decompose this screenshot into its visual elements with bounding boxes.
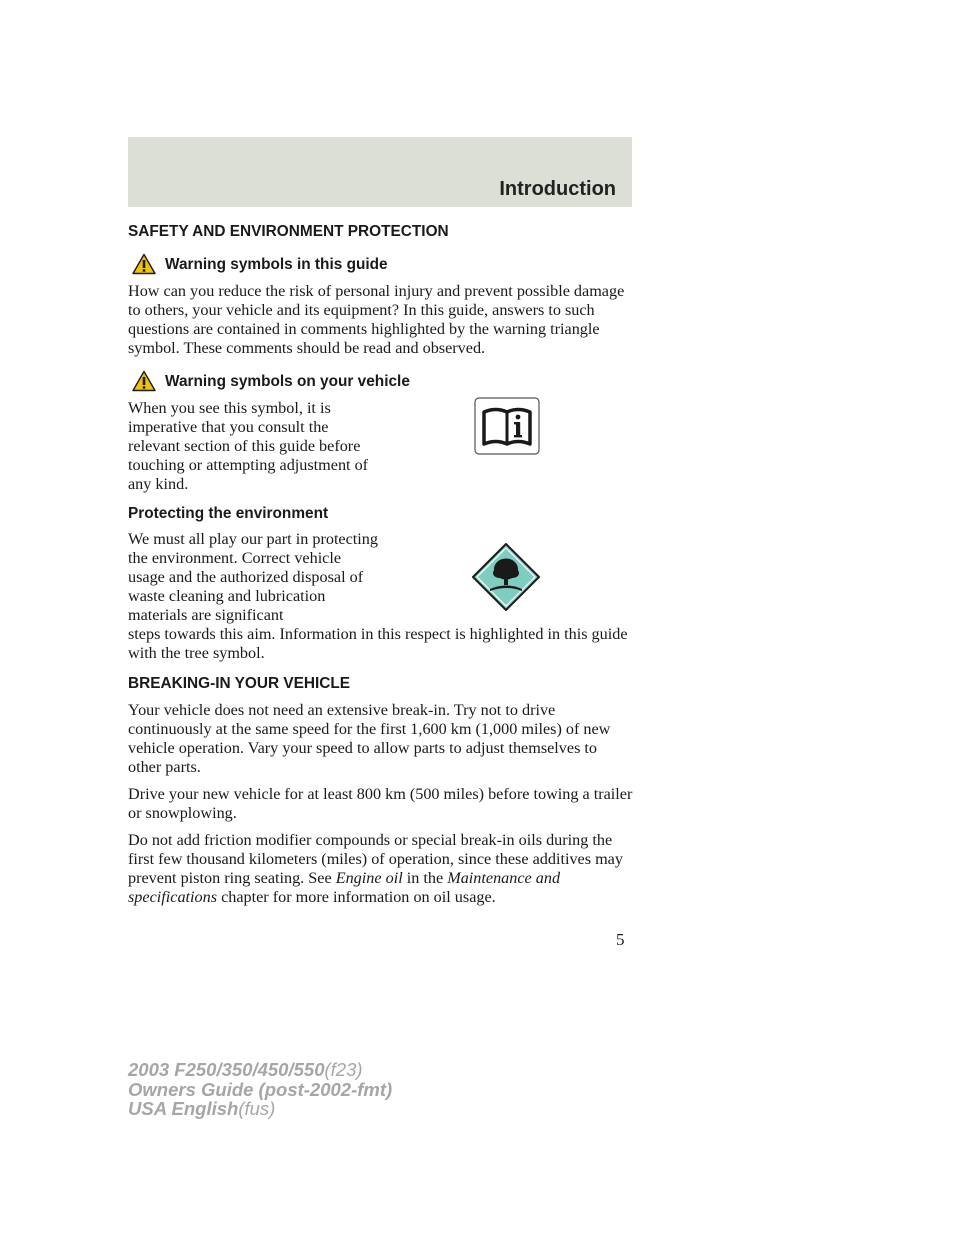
header-band <box>128 137 632 207</box>
environment-block <box>128 530 634 625</box>
footer-line-3 <box>128 1099 392 1119</box>
engine-oil-reference: Engine oil <box>335 869 403 887</box>
vehicle-symbols-block <box>128 399 634 494</box>
vehicle-symbols-paragraph: When you see this symbol, it is imperative that you consult the relevant section of this guide before touching or attempting adjustment of any kind. <box>128 399 369 493</box>
page-number: 5 <box>616 930 625 949</box>
breakin-paragraph-3-text-b: in the <box>406 869 444 887</box>
maintenance-chapter-reference: Maintenance and specifications <box>128 869 561 906</box>
vehicle-symbols-heading: Warning symbols on your vehicle <box>165 372 410 390</box>
breakin-paragraph-1: Your vehicle does not need an extensive break-in. Try not to drive continuously at the same speed for the first 1,600 km (1,000 miles) of new vehicle operation. Vary your speed to allow parts to adjust themselves to other parts. <box>128 701 611 776</box>
footer-line-2 <box>128 1080 392 1100</box>
footer-model: 2003 F250/350/450/550 <box>128 1059 325 1080</box>
safety-heading: SAFETY AND ENVIRONMENT PROTECTION <box>128 223 449 240</box>
environment-paragraph-a: We must all play our part in protecting the environment. Correct vehicle usage and the authorized disposal of waste cleaning and lubrication materials are significant <box>128 530 378 624</box>
guide-symbols-heading-row <box>128 253 634 275</box>
guide-symbols-heading: Warning symbols in this guide <box>165 255 388 273</box>
owner-manual-icon <box>474 397 540 455</box>
environment-heading: Protecting the environment <box>128 505 329 522</box>
page-content <box>128 222 634 915</box>
breakin-paragraph-3 <box>128 831 634 907</box>
guide-symbols-paragraph: How can you reduce the risk of personal injury and prevent possible damage to others, your vehicle and its equipment? In this guide, answers to such questions are contained in comments highlighted by the warning triangle symbol. These comments should be read and observed. <box>128 282 625 357</box>
footer-line-1 <box>128 1060 392 1080</box>
tree-icon <box>471 542 541 612</box>
breakin-heading: BREAKING-IN YOUR VEHICLE <box>128 675 351 692</box>
vehicle-symbols-heading-row <box>128 370 634 392</box>
breakin-paragraph-2: Drive your new vehicle for at least 800 km (500 miles) before towing a trailer or snowplowing. <box>128 785 633 822</box>
chapter-title: Introduction <box>499 178 616 200</box>
footer-model-code: (f23) <box>324 1059 363 1080</box>
breakin-paragraph-3-text-c: chapter for more information on oil usage. <box>221 888 496 906</box>
footer-guide-format: Owners Guide (post-2002-fmt) <box>128 1078 393 1100</box>
environment-paragraph-b: steps towards this aim. Information in this respect is highlighted in this guide with the tree symbol. <box>128 625 628 662</box>
breakin-paragraph-3-text-a: Do not add friction modifier compounds or special break-in oils during the first few thousand kilometers (miles) of operation, since these additives may prevent piston ring seating. See <box>128 831 623 887</box>
warning-triangle-icon <box>132 253 156 275</box>
footer-language-code: (fus) <box>238 1098 276 1119</box>
document-footer <box>128 1060 392 1119</box>
footer-language: USA English <box>128 1098 239 1119</box>
warning-triangle-icon <box>132 370 156 392</box>
